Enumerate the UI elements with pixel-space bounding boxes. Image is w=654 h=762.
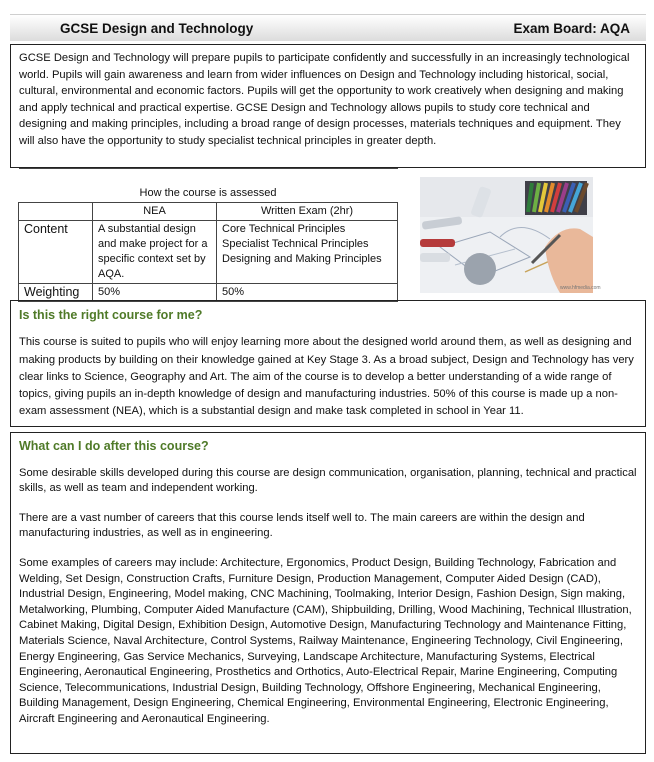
careers-examples-paragraph: Some examples of careers may include: Architecture, Ergonomics, Product Design, Building Technology, Fabrication and Welding, Set Design, Construction Crafts, Furniture Design, Production Management, Computer Aided Design (CAD), Industrial Design, Engineering, Model making, CNC Machining, Toolmaking, Interior Design, Fashion Design, Sign making, Metalworking, Plumbing, Computer Aided Manufacture (CAM), Shipbuilding, Drilling, Wood Machining, Technical Illustration, Cabinet Making, Digital Design, Exhibition Design, Automotive Design, Manufacturing Technology and Maintenance Fitting, Materials Science, Naval Architecture, Control Systems, Railway Maintenance, Engineering Technology, Civil Engineering, Energy Engineering, Gas Service Mechanics, Surveying, Landscape Architecture, Manufacturing Systems, Electrical Engineering, Aeronautical Engineering, Prosthetics and Orthotics, Auto-Electrical Repair, Marine Engineering, Computing Science, Telecommunications, Industrial Design, Building Technology, Offshore Engineering, Mechanical Engineering, Building Management, Design Engineering, Chemical Engineering, Environmental Engineering, Electronic Engineering, Aircraft Engineering and Aeronautical Engineering. [19,556,632,725]
nea-header: NEA [93,203,217,221]
image-watermark: www.hfmedia.com [560,285,601,291]
sketch-illustration [420,177,601,293]
exam-content-cell [217,221,398,284]
right-course-text: This course is suited to pupils who will enjoy learning more about the designed world around them, as well as designing and making products by building on their knowledge gained at Key Stage 3. As a broad subject, Design and Technology has very clear links to Science, Geography and Art. The aim of the course is to develop a better understanding of a wide range of topics, giving pupils an in-depth knowledge of design and manufacturing industries. 50% of this course is made up a non-exam assessment (NEA), which is a substantial design and make task completed in school in Year 11. [19,336,634,418]
exam-weight-cell: 50% [217,284,398,302]
skills-paragraph: Some desirable skills developed during this course are design communication, organisation, planning, technical and practical skills, as well as team and independent working. [19,466,637,495]
after-course-title: What can I do after this course? [19,439,209,453]
exam-board-label: Exam Board: AQA [513,21,630,36]
page-title: GCSE Design and Technology [60,21,254,36]
nea-weight-cell: 50% [93,284,217,302]
weighting-row-label: Weighting [19,284,93,302]
exam-content-line: Specialist Technical Principles [222,238,369,250]
exam-content-line: Core Technical Principles [222,223,346,235]
content-row-label: Content [19,221,93,284]
intro-text: GCSE Design and Technology will prepare pupils to participate confidently and successfully in an increasingly technological world. Pupils will gain awareness and learn from wider influences on Design and Technology including historical, social, cultural, environmental and economic factors. Pupils will get the opportunity to work creatively when designing and making and apply technical and practical expertise. GCSE Design and Technology allows pupils to study core technical and designing and making principles, including a broad range of design processes, materials techniques and equipment. They will also have the opportunity to study specialist technical principles in greater depth. [19,52,630,147]
exam-header: Written Exam (2hr) [217,203,398,221]
assessment-caption: How the course is assessed [19,169,398,203]
right-course-title: Is this the right course for me? [19,308,203,322]
right-course-box [10,300,646,427]
intro-box [10,44,646,168]
after-course-box [10,432,646,754]
assessment-table [18,168,398,302]
nea-content-cell: A substantial design and make project for a specific context set by AQA. [93,221,217,284]
table-corner-cell [19,203,93,221]
design-sketch-image [420,177,601,293]
careers-intro-paragraph: There are a vast number of careers that this course lends itself well to. The main careers are within the design and manufacturing industries, as well as in engineering. [19,511,585,540]
page-header [10,14,646,41]
exam-content-line: Designing and Making Principles [222,253,382,265]
